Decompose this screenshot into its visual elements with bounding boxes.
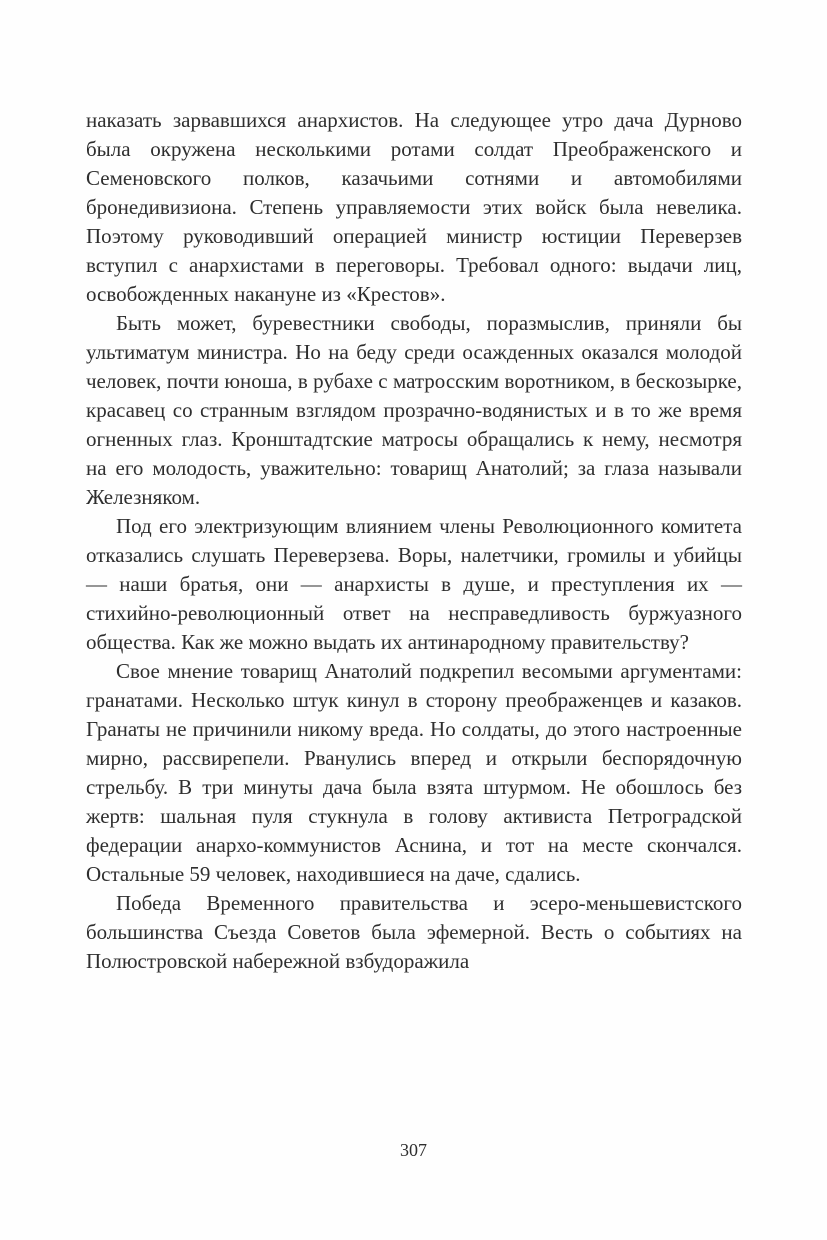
text-block xyxy=(86,106,742,976)
paragraph-2: Быть может, буревестники свободы, поразмыслив, приняли бы ультиматум министра. Но на беду среди осажденных оказался молодой человек, почти юноша, в рубахе с матросским воротником, в бескозырке, красавец со странным взглядом прозрачно-водянистых и в то же время огненных глаз. Кронштадтские матросы обращались к нему, несмотря на его молодость, уважительно: товарищ Анатолий; за глаза называли Железняком. xyxy=(86,311,742,509)
paragraph-1: наказать зарвавшихся анархистов. На следующее утро дача Дурново была окружена несколькими ротами солдат Преображенского и Семеновского полков, казачьими сотнями и автомобилями бронедивизиона. Степень управляемости этих войск была невелика. Поэтому руководивший операцией министр юстиции Переверзев вступил с анархистами в переговоры. Требовал одного: выдачи лиц, освобожденных накануне из «Крестов». xyxy=(86,108,742,306)
paragraph-5: Победа Временного правительства и эсеро-меньшевистского большинства Съезда Советов была эфемерной. Весть о событиях на Полюстровской набережной взбудоражила xyxy=(86,891,742,973)
page-number: 307 xyxy=(400,1140,427,1160)
paragraph-4: Свое мнение товарищ Анатолий подкрепил весомыми аргументами: гранатами. Несколько штук кинул в сторону преображенцев и казаков. Гранаты не причинили никому вреда. Но солдаты, до этого настроенные мирно, рассвирепели. Рванулись вперед и открыли беспорядочную стрельбу. В три минуты дача была взята штурмом. Не обошлось без жертв: шальная пуля стукнула в голову активиста Петроградской федерации анархо-коммунистов Аснина, и тот на месте скончался. Остальные 59 человек, находившиеся на даче, сдались. xyxy=(86,659,742,886)
paragraph-3: Под его электризующим влиянием члены Революционного комитета отказались слушать Переверзева. Воры, налетчики, громилы и убийцы — наши братья, они — анархисты в душе, и преступления их — стихийно-революционный ответ на несправедливость буржуазного общества. Как же можно выдать их антинародному правительству? xyxy=(86,514,742,654)
